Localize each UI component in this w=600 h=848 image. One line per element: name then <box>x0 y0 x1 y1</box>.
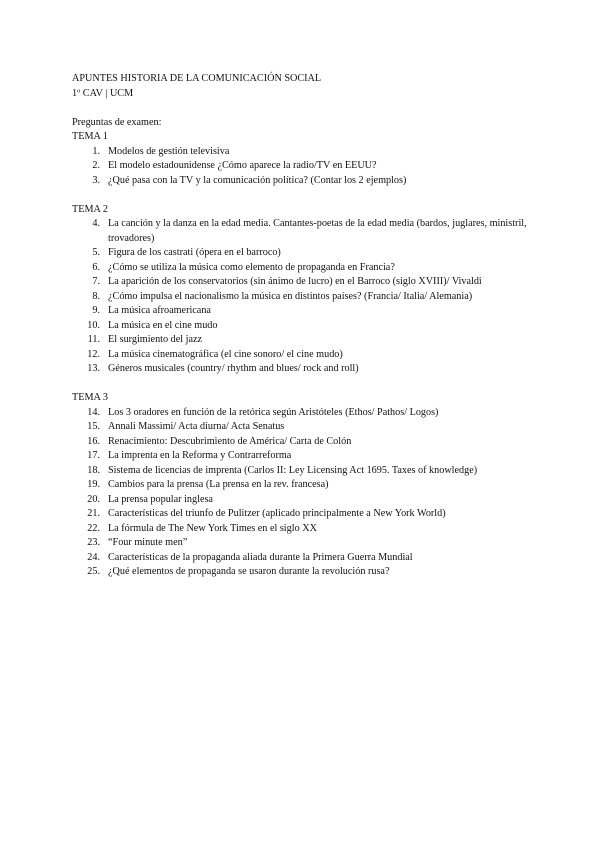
question-item <box>72 348 532 363</box>
question-text: La música cinematográfica (el cine sonoro/ el cine mudo) <box>108 348 343 360</box>
question-text: La canción y la danza en la edad media. Cantantes-poetas de la edad media (bardos, juglares, ministril, trovadores) <box>108 218 527 244</box>
question-text: ¿Cómo se utiliza la música como elemento de propaganda en Francia? <box>108 261 395 273</box>
question-text: Características de la propaganda aliada durante la Primera Guerra Mundial <box>108 551 413 563</box>
question-text: Los 3 oradores en función de la retórica según Aristóteles (Ethos/ Pathos/ Logos) <box>108 406 439 418</box>
question-number: 18. <box>87 464 100 476</box>
question-item <box>72 319 532 334</box>
question-text: Figura de los castrati (ópera en el barroco) <box>108 247 281 258</box>
question-number: 20. <box>87 493 100 505</box>
question-text: Cambios para la prensa (La prensa en la rev. francesa) <box>108 479 329 490</box>
question-item <box>72 420 532 435</box>
question-text: El surgimiento del jazz <box>108 334 203 345</box>
question-item <box>72 159 532 174</box>
question-item <box>72 304 532 319</box>
question-number: 6. <box>92 261 100 273</box>
question-list <box>72 145 532 189</box>
question-number: 3. <box>92 174 100 186</box>
question-list <box>72 217 532 377</box>
tema-section <box>72 188 532 377</box>
question-text: La prensa popular inglesa <box>108 493 213 505</box>
question-text: Annali Massimi/ Acta diurna/ Acta Senatus <box>108 421 285 432</box>
question-item <box>72 275 532 290</box>
question-item <box>72 406 532 421</box>
question-item <box>72 174 532 189</box>
question-number: 21. <box>87 508 100 519</box>
tema-heading: TEMA 3 <box>72 392 108 403</box>
question-text: Características del triunfo de Pulitzer (aplicado principalmente a New York World) <box>108 508 446 519</box>
question-text: ¿Qué pasa con la TV y la comunicación política? (Contar los 2 ejemplos) <box>108 174 407 186</box>
question-text: Géneros musicales (country/ rhythm and blues/ rock and roll) <box>108 363 359 374</box>
question-item <box>72 333 532 348</box>
tema-section <box>72 130 532 188</box>
question-number: 14. <box>87 406 100 418</box>
question-text: Renacimiento: Descubrimiento de América/ Carta de Colón <box>108 435 352 447</box>
document-title: APUNTES HISTORIA DE LA COMUNICACIÓN SOCIAL <box>72 73 322 84</box>
question-list <box>72 406 532 580</box>
question-number: 7. <box>92 276 100 287</box>
question-number: 13. <box>87 363 100 374</box>
question-item <box>72 565 532 580</box>
question-text: La imprenta en la Reforma y Contrarreforma <box>108 450 292 461</box>
question-text: La música en el cine mudo <box>108 319 218 331</box>
spacer <box>72 188 532 203</box>
sections-container <box>72 130 532 580</box>
tema-heading: TEMA 2 <box>72 203 108 215</box>
question-number: 25. <box>87 566 100 577</box>
question-item <box>72 522 532 537</box>
question-number: 24. <box>87 551 100 563</box>
question-item <box>72 464 532 479</box>
question-number: 9. <box>92 305 100 316</box>
question-item <box>72 536 532 551</box>
question-item <box>72 449 532 464</box>
question-text: ¿Qué elementos de propaganda se usaron durante la revolución rusa? <box>108 566 390 577</box>
question-text: La fórmula de The New York Times en el siglo XX <box>108 522 317 534</box>
question-item <box>72 261 532 276</box>
question-item <box>72 478 532 493</box>
question-number: 16. <box>87 435 100 447</box>
question-item <box>72 217 532 246</box>
question-number: 8. <box>92 290 100 302</box>
question-item <box>72 362 532 377</box>
spacer <box>72 377 532 392</box>
tema-section <box>72 377 532 580</box>
document-subtitle: 1º CAV | UCM <box>72 87 134 99</box>
question-item <box>72 435 532 450</box>
question-text: La música afroamericana <box>108 305 211 316</box>
question-item <box>72 507 532 522</box>
question-item <box>72 290 532 305</box>
question-item <box>72 246 532 261</box>
question-number: 17. <box>87 450 100 461</box>
question-text: Modelos de gestión televisiva <box>108 145 230 157</box>
question-text: “Four minute men” <box>108 537 188 548</box>
question-text: ¿Cómo impulsa el nacionalismo la música en distintos países? (Francia/ Italia/ Alemania) <box>108 290 473 302</box>
question-text: El modelo estadounidense ¿Cómo aparece la radio/TV en EEUU? <box>108 160 377 171</box>
question-item <box>72 493 532 508</box>
tema-heading: TEMA 1 <box>72 131 108 142</box>
question-text: Sistema de licencias de imprenta (Carlos II: Ley Licensing Act 1695. Taxes of knowledge) <box>108 464 478 476</box>
question-item <box>72 145 532 160</box>
question-item <box>72 551 532 566</box>
question-number: 11. <box>87 334 100 345</box>
question-number: 15. <box>87 421 100 432</box>
intro-text: Preguntas de examen: <box>72 116 162 128</box>
question-number: 19. <box>87 479 100 490</box>
spacer <box>72 101 532 116</box>
question-number: 1. <box>92 145 100 157</box>
question-number: 22. <box>87 522 100 534</box>
document-page <box>72 72 532 580</box>
question-number: 23. <box>87 537 100 548</box>
question-number: 4. <box>92 218 100 229</box>
question-text: La aparición de los conservatorios (sin ánimo de lucro) en el Barroco (siglo XVIII)/ Vivaldi <box>108 276 482 287</box>
question-number: 2. <box>92 160 100 171</box>
question-number: 5. <box>92 247 100 258</box>
question-number: 12. <box>87 348 100 360</box>
question-number: 10. <box>87 319 100 331</box>
